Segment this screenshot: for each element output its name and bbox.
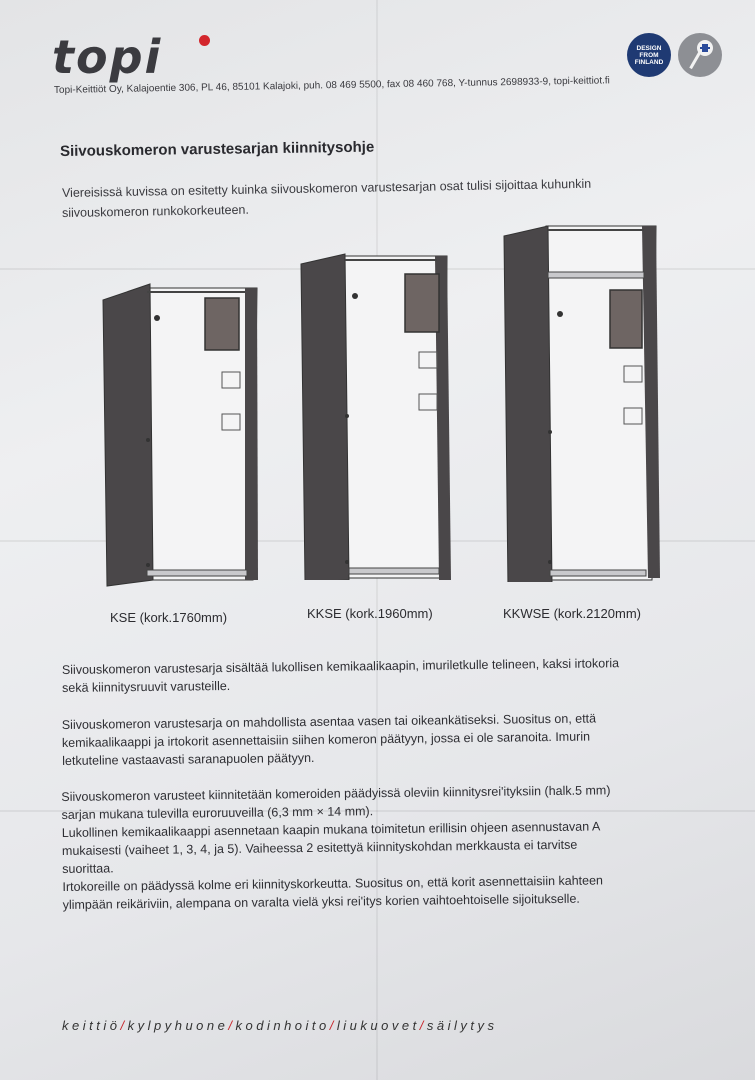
paragraph-contents	[62, 653, 722, 697]
paragraph-line: kemikaalikaappi ja irtokorit asennettaisiin siihen komeron päätyyn, jossa ei ole saranoita. Imurin	[61, 729, 591, 750]
paragraph-line: sarjan mukana tulevilla euroruuveilla (6,3 mm × 14 mm).	[61, 804, 374, 823]
cabinet-kkwse-illustration	[500, 222, 670, 582]
paragraph-line: mukaisesti (vaiheet 1, 3, 4, ja 5). Vaiheessa 2 esitettyä kiinnityskohdan merkkausta ei tarvitse	[61, 837, 578, 858]
paragraph-fastening	[61, 780, 722, 914]
paragraph-line: Siivouskomeron varustesarja sisältää lukollisen kemikaalikaapin, imuriletkulle telineen, kaksi irtokoria	[61, 656, 620, 678]
paragraph-line: sekä kiinnitysruuvit varusteille.	[62, 678, 231, 695]
intro-line: siivouskomeron runkokorkeuteen.	[61, 202, 249, 220]
cabinet-label: KSE (kork.1760mm)	[110, 610, 228, 625]
footer-separator: /	[419, 1018, 427, 1033]
paragraph-mounting-side	[62, 708, 723, 770]
footer-item: liukuovet	[336, 1018, 420, 1033]
design-from-finland-badge: DESIGN FROM FINLAND	[627, 33, 671, 77]
paragraph-line: letkuteline vastaavasti saranapuolen päätyyn.	[62, 750, 315, 768]
paragraph-line: Siivouskomeron varustesarja on mahdollista asentaa vasen tai oikeankätiseksi. Suositus on, että	[61, 711, 597, 733]
key-flag-badge-icon	[678, 33, 722, 77]
logo-dot	[199, 35, 210, 46]
footer-item: kodinhoito	[235, 1018, 330, 1033]
paragraph-line: Irtokoreille on päädyssä kolme eri kiinnityskorkeutta. Suositus on, että korit asennettaisiin kahteen	[62, 873, 604, 894]
paragraph-line: Siivouskomeron varusteet kiinnitetään komeroiden päädyissä oleviin kiinnitysrei'ityksiin (halk.5 mm)	[61, 783, 611, 805]
key-icon	[678, 33, 722, 77]
paragraph-line: ylimpään reikäriviin, alempana on varalta vielä yksi rei'itys korien vaihtoehtoiselle sijoitukselle.	[62, 891, 580, 912]
footer-item: kylpyhuone	[127, 1018, 229, 1033]
footer-separator: /	[329, 1018, 337, 1033]
footer-item: keittiö	[62, 1018, 121, 1033]
paragraph-line: Lukollinen kemikaalikaappi asennetaan kaapin mukana toimitetun erillisin ohjeen asennustavan A	[61, 819, 601, 841]
paragraph-line: suorittaa.	[62, 861, 114, 876]
cabinet-label: KKSE (kork.1960mm)	[307, 606, 433, 621]
footer-separator: /	[120, 1018, 128, 1033]
intro-line: Viereisissä kuvissa on esitetty kuinka siivouskomeron varustesarjan osat tulisi sijoittaa kuhunkin	[61, 176, 592, 200]
cabinet-label: KKWSE (kork.2120mm)	[503, 606, 641, 621]
footer-item: säilytys	[426, 1018, 498, 1033]
cabinet-kse-illustration	[95, 280, 270, 590]
company-contact-line: Topi-Keittiöt Oy, Kalajoentie 306, PL 46, 85101 Kalajoki, puh. 08 469 5500, fax 08 460 768, Y-tunnus 2698933-9, topi-keittiot.fi	[53, 75, 610, 96]
document-title: Siivouskomeron varustesarjan kiinnitysohje	[59, 138, 375, 160]
footer-separator: /	[228, 1018, 236, 1033]
footer-categories	[62, 1018, 722, 1033]
cabinet-kkse-illustration	[295, 250, 460, 580]
topi-logo: topi	[52, 30, 163, 84]
